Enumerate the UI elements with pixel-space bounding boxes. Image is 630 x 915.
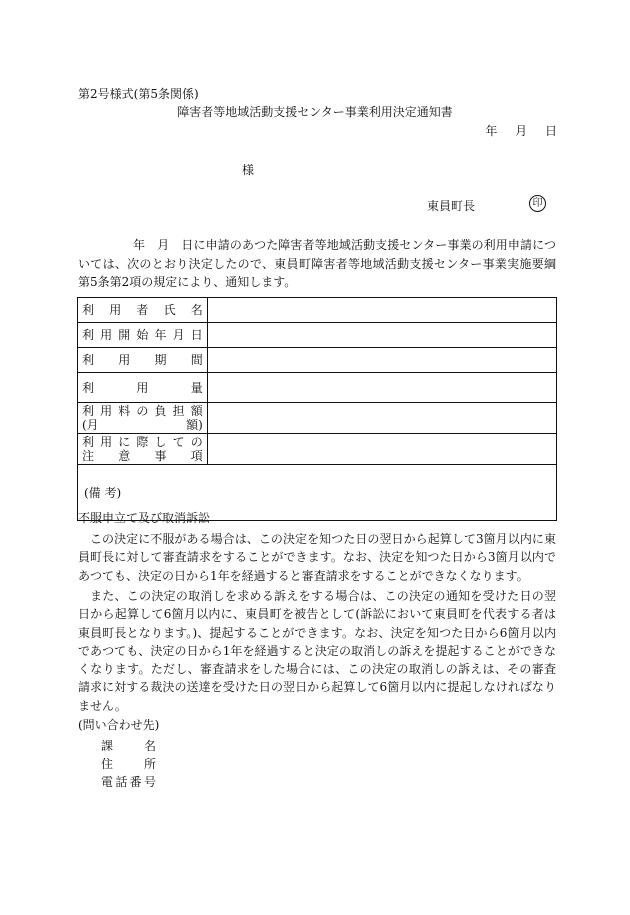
decision-table xyxy=(77,297,557,521)
value-user-name xyxy=(207,298,556,323)
document-title: 障害者等地域活動支援センター事業利用決定通知書 xyxy=(177,105,453,119)
table-row xyxy=(78,373,557,403)
table-row xyxy=(78,323,557,348)
recipient-suffix: 様 xyxy=(242,163,255,177)
contact-section: 課名 xyxy=(101,739,156,753)
contact-phone: 電話番号 xyxy=(101,775,156,789)
value-period xyxy=(207,348,556,373)
remarks-label: (備 考) xyxy=(78,465,557,521)
row-label-period: 利用期間 xyxy=(82,353,203,367)
row-label-fee-amount: 額) xyxy=(186,418,203,432)
table-row xyxy=(78,298,557,323)
row-label-user-name: 利用者氏名 xyxy=(82,303,203,317)
table-row xyxy=(78,403,557,434)
table-row xyxy=(78,434,557,465)
form-number: 第2号様式(第5条関係) xyxy=(78,87,199,101)
contact-address: 住所 xyxy=(101,757,156,771)
intro-paragraph: 年 月 日に申請のあつた障害者等地域活動支援センター事業の利用申請については、次のとおり決定したので、東員町障害者等地域活動支援センター事業実施要綱第5条第2項の規定により、通知します。 xyxy=(78,238,556,289)
value-start-date xyxy=(207,323,556,348)
appeal-paragraph-2: また、この決定の取消しを求める訴えをする場合は、この決定の通知を受けた日の翌日から起算して6箇月以内に、東員町を被告として(訴訟において東員町を代表する者は東員町長となります。)、提起することができます。なお、決定を知つた日から6箇月以内であつても、決定の日から1年を経過すると決定の取消しの訴えを提起することができなくなります。ただし、審査請求をした場合には、この決定の取消しの訴えは、その審査請求に対する裁決の送達を受けた日の翌日から起算して6箇月以内に提起しなければなりません。 xyxy=(78,589,556,713)
appeal-title: 不服申立て及び取消訴訟 xyxy=(78,511,211,525)
row-label-notes-line1: 利用に際しての xyxy=(82,435,203,449)
value-amount xyxy=(207,373,556,403)
value-notes xyxy=(207,434,556,465)
appeal-paragraph-1: この決定に不服がある場合は、この決定を知つた日の翌日から起算して3箇月以内に東員町長に対して審査請求をすることができます。なお、決定を知つた日から3箇月以内であつても、決定の日から1年を経過すると審査請求をすることができなくなります。 xyxy=(78,532,556,583)
seal-stamp: 印 xyxy=(529,195,546,212)
row-label-fee-line2 xyxy=(82,418,203,432)
row-label-fee-month: (月 xyxy=(82,418,99,432)
date-line: 年 月 日 xyxy=(485,124,557,138)
table-row xyxy=(78,348,557,373)
row-label-start-date: 利用開始年月日 xyxy=(82,328,203,342)
value-fee xyxy=(207,403,556,434)
row-label-amount: 利用量 xyxy=(82,380,203,395)
contact-heading: (問い合わせ先) xyxy=(78,718,160,732)
issuer-name: 東員町長 xyxy=(427,199,476,213)
row-label-fee-line1: 利用料の負担額 xyxy=(82,404,203,418)
row-label-notes-line2: 注意事項 xyxy=(82,449,203,463)
